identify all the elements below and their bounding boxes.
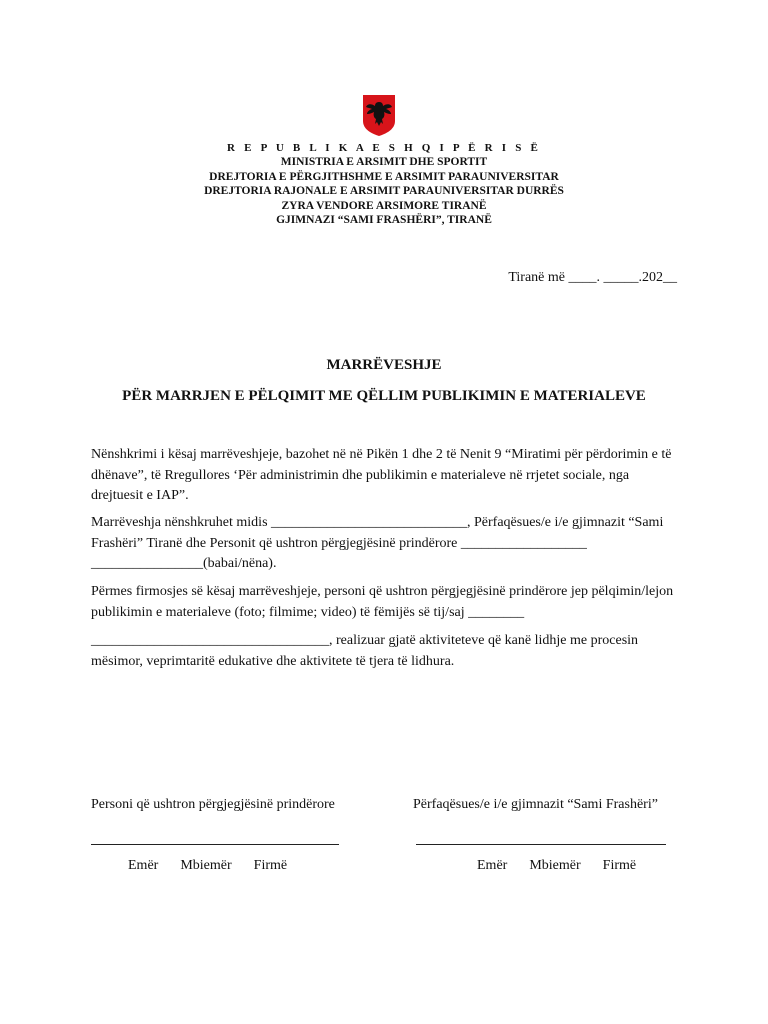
first-name-label: Emër	[128, 858, 159, 873]
school-representative-signature-label: Përfaqësues/e i/e gjimnazit “Sami Frashëri”	[413, 797, 658, 812]
paragraph-parties: Marrëveshja nënshkruhet midis ____________________________, Përfaqësues/e i/e gjimnazit “Sami Frashëri” Tiranë dhe Personit që ushtron përgjegjësinë prindërore __________________ ________________(babai/nëna).	[91, 515, 664, 571]
paragraph-activities: __________________________________, realizuar gjatë aktiviteteve që kanë lidhje me procesin mësimor, veprimtaritë edukative dhe aktivitete të tjera të lidhura.	[91, 633, 639, 669]
parent-signature-line	[91, 844, 339, 845]
document-subtitle: PËR MARRJEN E PËLQIMIT ME QËLLIM PUBLIKIMIN E MATERIALEVE	[122, 388, 646, 404]
first-name-label: Emër	[477, 858, 508, 873]
paragraph-consent: Përmes firmosjes së kësaj marrëveshjeje, personi që ushtron përgjegjësinë prindërore jep pëlqimin/lejon publikimin e materialeve (foto; filmime; video) të fëmijës së tij/saj ________	[91, 584, 674, 620]
general-directorate-name: DREJTORIA E PËRGJITHSHME E ARSIMIT PARAUNIVERSITAR	[209, 170, 559, 183]
last-name-label: Mbiemër	[180, 858, 232, 873]
paragraph-legal-basis: Nënshkrimi i kësaj marrëveshjeje, bazohet në në Pikën 1 dhe 2 të Nenit 9 “Miratimi për përdorimin e të dhënave”, të Rregullores ‘Për administrimin dhe publikimin e materialeve në rrjetet sociale, nga drejtuesit e IAP”.	[91, 447, 672, 503]
parent-signature-fields	[128, 858, 309, 874]
document-title: MARRËVESHJE	[326, 357, 442, 373]
last-name-label: Mbiemër	[529, 858, 581, 873]
representative-signature-fields	[477, 858, 658, 874]
institution-header	[0, 141, 768, 227]
regional-directorate-name: DREJTORIA RAJONALE E ARSIMIT PARAUNIVERSITAR DURRËS	[204, 185, 564, 198]
signature-label: Firmë	[253, 858, 288, 873]
republic-name: R E P U B L I K A E S H Q I P Ë R I S Ë	[227, 142, 541, 154]
local-office-name: ZYRA VENDORE ARSIMORE TIRANË	[281, 199, 487, 212]
date-line: Tiranë më ____. _____.202__	[508, 270, 677, 285]
representative-signature-line	[416, 844, 666, 845]
school-name: GJIMNAZI “SAMI FRASHËRI”, TIRANË	[276, 214, 492, 227]
parent-signature-label: Personi që ushtron përgjegjësinë prindërore	[91, 797, 335, 812]
signature-label: Firmë	[602, 858, 637, 873]
albanian-eagle-emblem-icon	[361, 93, 397, 137]
ministry-name: MINISTRIA E ARSIMIT DHE SPORTIT	[280, 156, 488, 169]
